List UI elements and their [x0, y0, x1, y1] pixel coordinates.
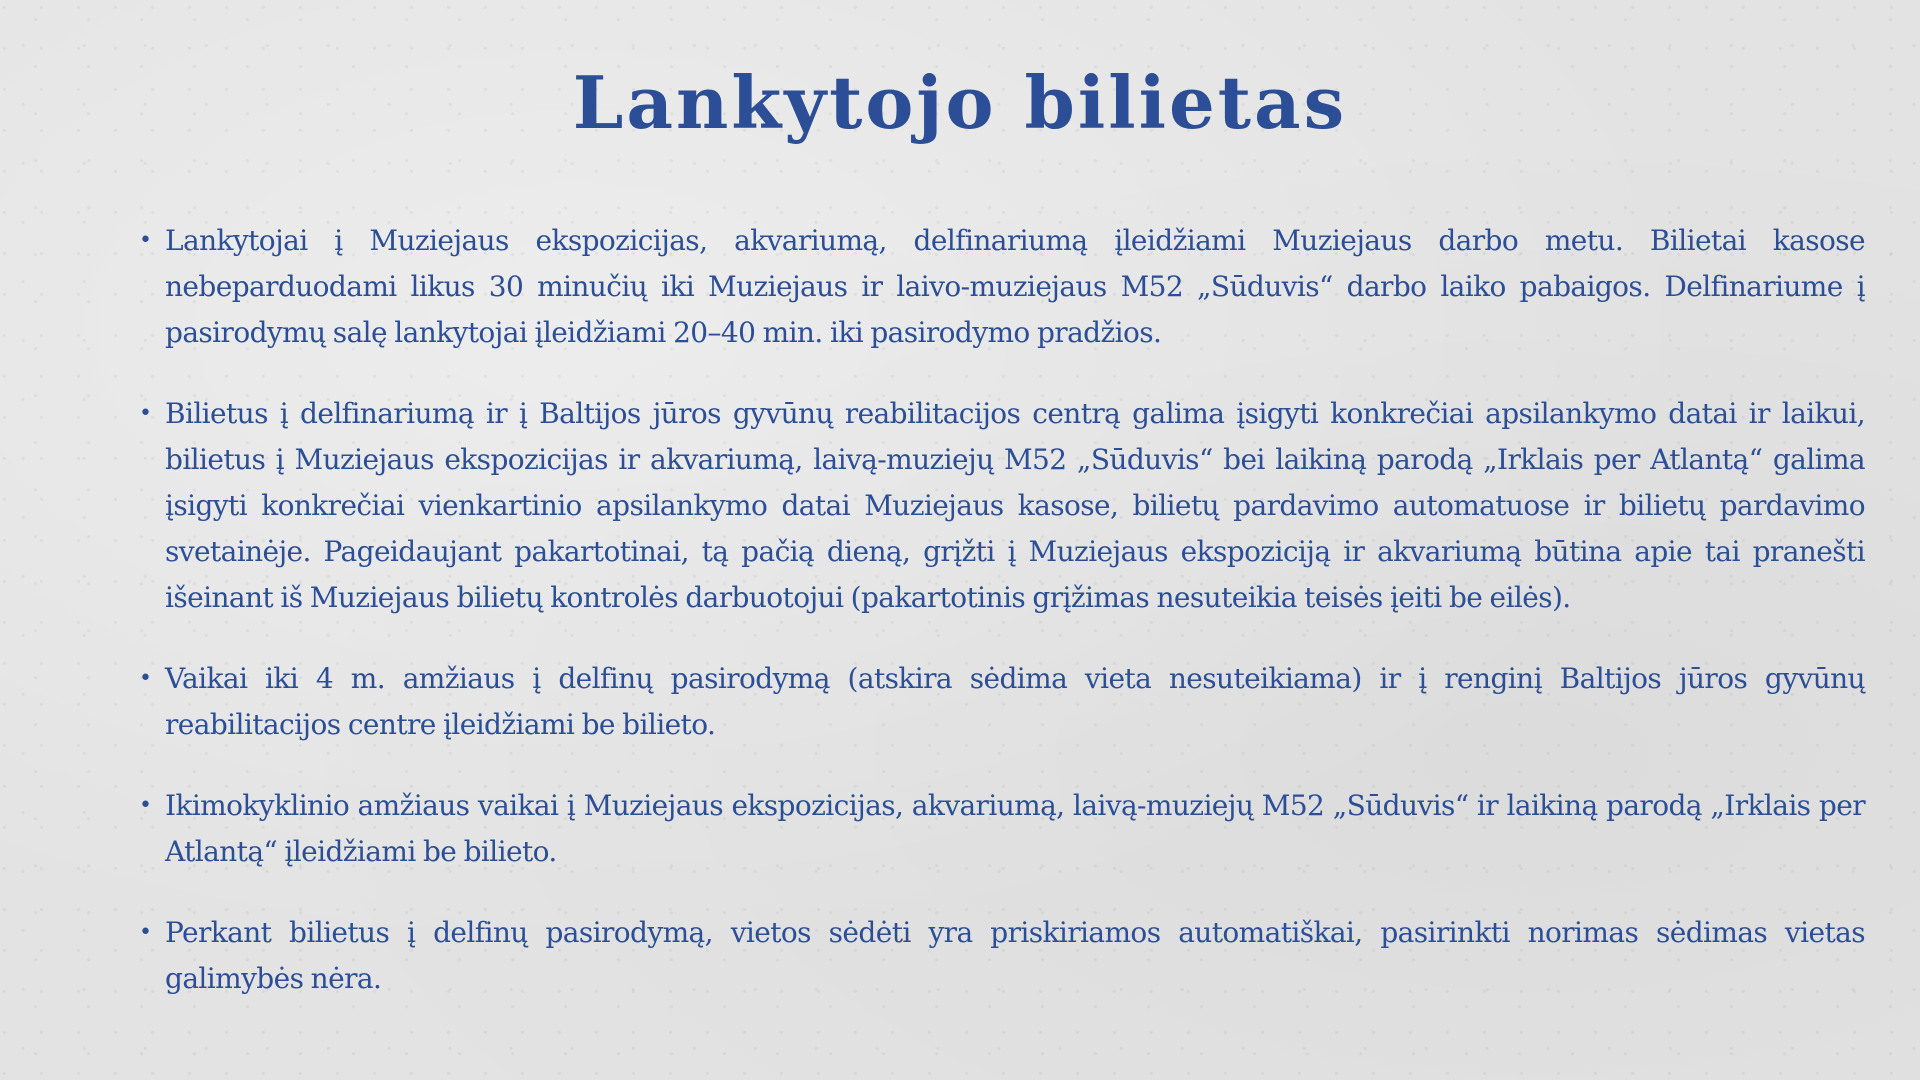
- rule-item: [139, 656, 1865, 748]
- ticket-rules-list: [139, 218, 1865, 1037]
- rule-text: Ikimokyklinio amžiaus vaikai į Muziejaus ekspozicijas, akvariumą, laivą-muziejų M52 „Sūduvis“ ir laikiną parodą „Irklais per Atlantą“ įleidžiami be bilieto.: [165, 789, 1865, 868]
- rule-item: [139, 218, 1865, 356]
- rule-text: Perkant bilietus į delfinų pasirodymą, vietos sėdėti yra priskiriamos automatiškai, pasirinkti norimas sėdimas vietas galimybės nėra.: [165, 916, 1865, 995]
- rule-text: Vaikai iki 4 m. amžiaus į delfinų pasirodymą (atskira sėdima vieta nesuteikiama) ir į renginį Baltijos jūros gyvūnų reabilitacijos centre įleidžiami be bilieto.: [165, 662, 1865, 741]
- bullet-icon: •: [139, 228, 152, 253]
- rule-item: [139, 910, 1865, 1002]
- bullet-icon: •: [139, 793, 152, 818]
- rule-item: [139, 783, 1865, 875]
- rule-item: [139, 391, 1865, 621]
- page-title: Lankytojo bilietas: [572, 60, 1348, 145]
- rule-text: Bilietus į delfinariumą ir į Baltijos jūros gyvūnų reabilitacijos centrą galima įsigyti konkrečiai apsilankymo datai ir laikui, bilietus į Muziejaus ekspozicijas ir akvariumą, laivą-muziejų M52 „Sūduvis“ bei laikiną parodą „Irklais per Atlantą“ galima įsigyti konkrečiai vienkartinio apsilankymo datai Muziejaus kasose, bilietų pardavimo automatuose ir bilietų pardavimo svetainėje. Pageidaujant pakartotinai, tą pačią dieną, grįžti į Muziejaus ekspoziciją ir akvariumą būtina apie tai pranešti išeinant iš Muziejaus bilietų kontrolės darbuotojui (pakartotinis grįžimas nesuteikia teisės įeiti be eilės).: [165, 397, 1865, 614]
- bullet-icon: •: [139, 920, 152, 945]
- rule-text: Lankytojai į Muziejaus ekspozicijas, akvariumą, delfinariumą įleidžiami Muziejaus darbo metu. Bilietai kasose nebeparduodami likus 30 minučių iki Muziejaus ir laivo-muziejaus M52 „Sūduvis“ darbo laiko pabaigos. Delfinariume į pasirodymų salę lankytojai įleidžiami 20–40 min. iki pasirodymo pradžios.: [165, 224, 1865, 349]
- bullet-icon: •: [139, 666, 152, 691]
- bullet-icon: •: [139, 401, 152, 426]
